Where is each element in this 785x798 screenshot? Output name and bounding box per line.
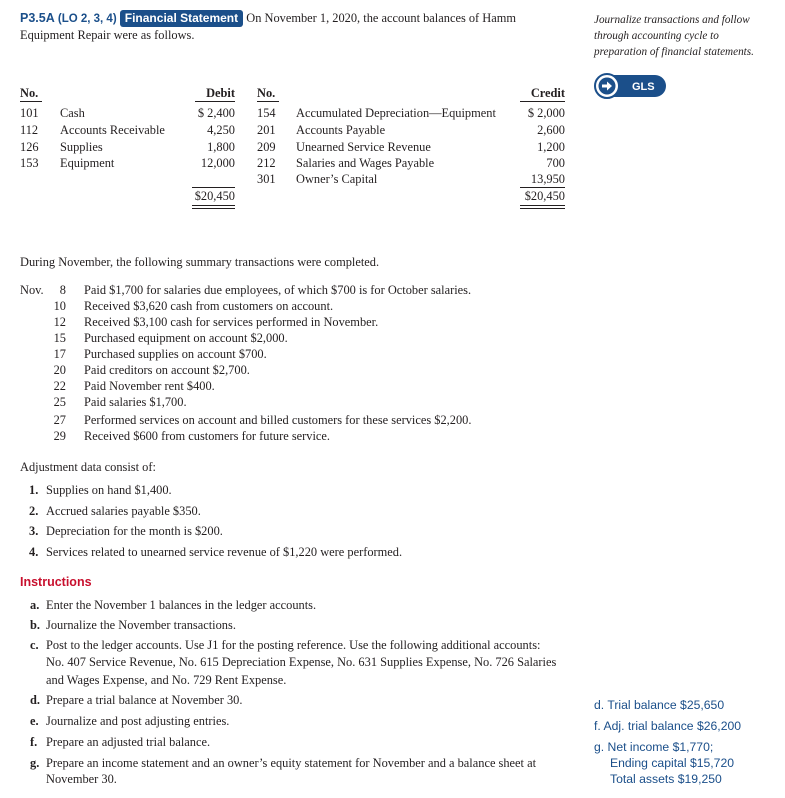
transaction-day: 10 (53, 299, 66, 313)
debit-row-no: 101 (20, 106, 39, 120)
debit-row-no: 153 (20, 156, 39, 170)
intro-text-line2: Equipment Repair were as follows. (20, 28, 195, 42)
instruction-text: Prepare an income statement and an owner’s equity statement for November and a balance sheet at (46, 756, 537, 770)
credit-row-no: 209 (257, 140, 276, 154)
col-header-credit: Credit (530, 86, 565, 100)
instructions-heading: Instructions (20, 575, 92, 589)
transaction-text: Purchased supplies on account $700. (84, 347, 267, 361)
problem-header (20, 11, 516, 26)
instruction-letter: b. (30, 618, 40, 632)
intro-text-line1: On November 1, 2020, the account balances of Hamm (246, 11, 517, 25)
transaction-day: 17 (53, 347, 66, 361)
credit-row-account: Salaries and Wages Payable (296, 156, 435, 170)
transaction-text: Paid November rent $400. (84, 379, 215, 393)
learning-objectives: (LO 2, 3, 4) (57, 13, 117, 25)
debit-row-account: Supplies (60, 140, 103, 154)
answer-net-income: g. Net income $1,770; (594, 740, 714, 754)
credit-row-amount: 1,200 (537, 140, 565, 154)
gls-label: GLS (632, 81, 655, 93)
problem-id: P3.5A (20, 11, 55, 25)
debit-total: $20,450 (194, 189, 235, 203)
instruction-text: Journalize the November transactions. (46, 618, 236, 632)
side-note-line: through accounting cycle to (594, 30, 719, 42)
transaction-day: 8 (59, 283, 66, 297)
instruction-letter: e. (30, 714, 39, 728)
transaction-text: Paid creditors on account $2,700. (84, 363, 250, 377)
debit-row-amount: 12,000 (200, 156, 235, 170)
transaction-text: Received $3,620 cash from customers on account. (84, 299, 334, 313)
credit-row-account: Accounts Payable (296, 123, 386, 137)
credit-row-no: 201 (257, 123, 276, 137)
credit-row-amount: $ 2,000 (527, 106, 565, 120)
answer-ending-capital: Ending capital $15,720 (610, 756, 735, 770)
instruction-text: Prepare an adjusted trial balance. (46, 735, 211, 749)
instruction-letter: g. (30, 756, 40, 770)
transaction-day: 25 (53, 395, 66, 409)
instruction-letter: f. (30, 735, 38, 749)
answer-adj-trial-balance: f. Adj. trial balance $26,200 (594, 719, 742, 733)
instruction-letter: c. (30, 638, 39, 652)
credit-row-amount: 2,600 (537, 123, 565, 137)
debit-row-account: Equipment (60, 156, 115, 170)
adjustments-intro: Adjustment data consist of: (20, 460, 156, 474)
adjustment-text: Accrued salaries payable $350. (46, 504, 201, 518)
adjustment-text: Services related to unearned service revenue of $1,220 were performed. (46, 545, 403, 559)
debit-row-no: 112 (20, 123, 39, 137)
col-header-no2: No. (257, 86, 276, 100)
transaction-day: 15 (53, 331, 66, 345)
credit-total: $20,450 (524, 189, 565, 203)
debit-row-amount: 1,800 (207, 140, 235, 154)
transactions-intro: During November, the following summary transactions were completed. (20, 255, 380, 269)
credit-row-no: 154 (257, 106, 276, 120)
instruction-text: No. 407 Service Revenue, No. 615 Depreciation Expense, No. 631 Supplies Expense, No. 726 Salaries (46, 655, 557, 669)
side-note (594, 12, 754, 60)
adjustment-text: Supplies on hand $1,400. (46, 483, 172, 497)
side-note-line: Journalize transactions and follow (594, 14, 750, 26)
transaction-text: Paid $1,700 for salaries due employees, of which $700 is for October salaries. (84, 283, 472, 297)
instruction-text: Journalize and post adjusting entries. (46, 714, 230, 728)
transaction-day: 29 (53, 429, 66, 443)
instruction-letter: a. (30, 598, 40, 612)
instruction-text: Enter the November 1 balances in the ledger accounts. (46, 598, 317, 612)
adjustment-text: Depreciation for the month is $200. (46, 524, 223, 538)
transaction-text: Received $3,100 cash for services performed in November. (84, 315, 379, 329)
adjustment-number: 2. (29, 504, 39, 518)
financial-statement-badge: Financial Statement (120, 10, 243, 27)
transaction-day: 20 (53, 363, 66, 377)
instruction-text: Prepare a trial balance at November 30. (46, 693, 243, 707)
adjustment-number: 4. (29, 545, 39, 559)
debit-row-amount: 4,250 (207, 123, 235, 137)
instruction-text: Post to the ledger accounts. Use J1 for the posting reference. Use the following additional accounts: (46, 638, 541, 652)
credit-row-account: Owner’s Capital (296, 172, 378, 186)
transactions-month: Nov. (20, 283, 44, 297)
credit-row-no: 212 (257, 156, 276, 170)
adjustment-number: 3. (29, 524, 39, 538)
col-header-debit: Debit (206, 86, 235, 100)
credit-row-no: 301 (257, 172, 276, 186)
instruction-text: and Wages Expense, and No. 729 Rent Expense. (46, 673, 287, 687)
debit-row-amount: $ 2,400 (197, 106, 235, 120)
transaction-text: Purchased equipment on account $2,000. (84, 331, 288, 345)
side-note-line: preparation of financial statements. (594, 46, 754, 58)
gls-badge[interactable] (594, 73, 668, 99)
transaction-text: Received $600 from customers for future service. (84, 429, 331, 443)
instruction-letter: d. (30, 693, 40, 707)
debit-row-account: Cash (60, 106, 85, 120)
instruction-text: November 30. (46, 772, 117, 786)
credit-row-account: Accumulated Depreciation—Equipment (296, 106, 496, 120)
transaction-day: 12 (53, 315, 66, 329)
transaction-text: Paid salaries $1,700. (84, 395, 187, 409)
credit-row-amount: 700 (546, 156, 565, 170)
credit-row-account: Unearned Service Revenue (296, 140, 431, 154)
debit-row-account: Accounts Receivable (60, 123, 165, 137)
adjustment-number: 1. (29, 483, 39, 497)
transaction-day: 27 (53, 413, 66, 427)
debit-row-no: 126 (20, 140, 39, 154)
answer-total-assets: Total assets $19,250 (610, 772, 722, 786)
credit-row-amount: 13,950 (530, 172, 565, 186)
col-header-no: No. (20, 86, 39, 100)
answer-trial-balance: d. Trial balance $25,650 (594, 698, 725, 712)
transaction-text: Performed services on account and billed customers for these services $2,200. (84, 413, 472, 427)
transaction-day: 22 (53, 379, 66, 393)
